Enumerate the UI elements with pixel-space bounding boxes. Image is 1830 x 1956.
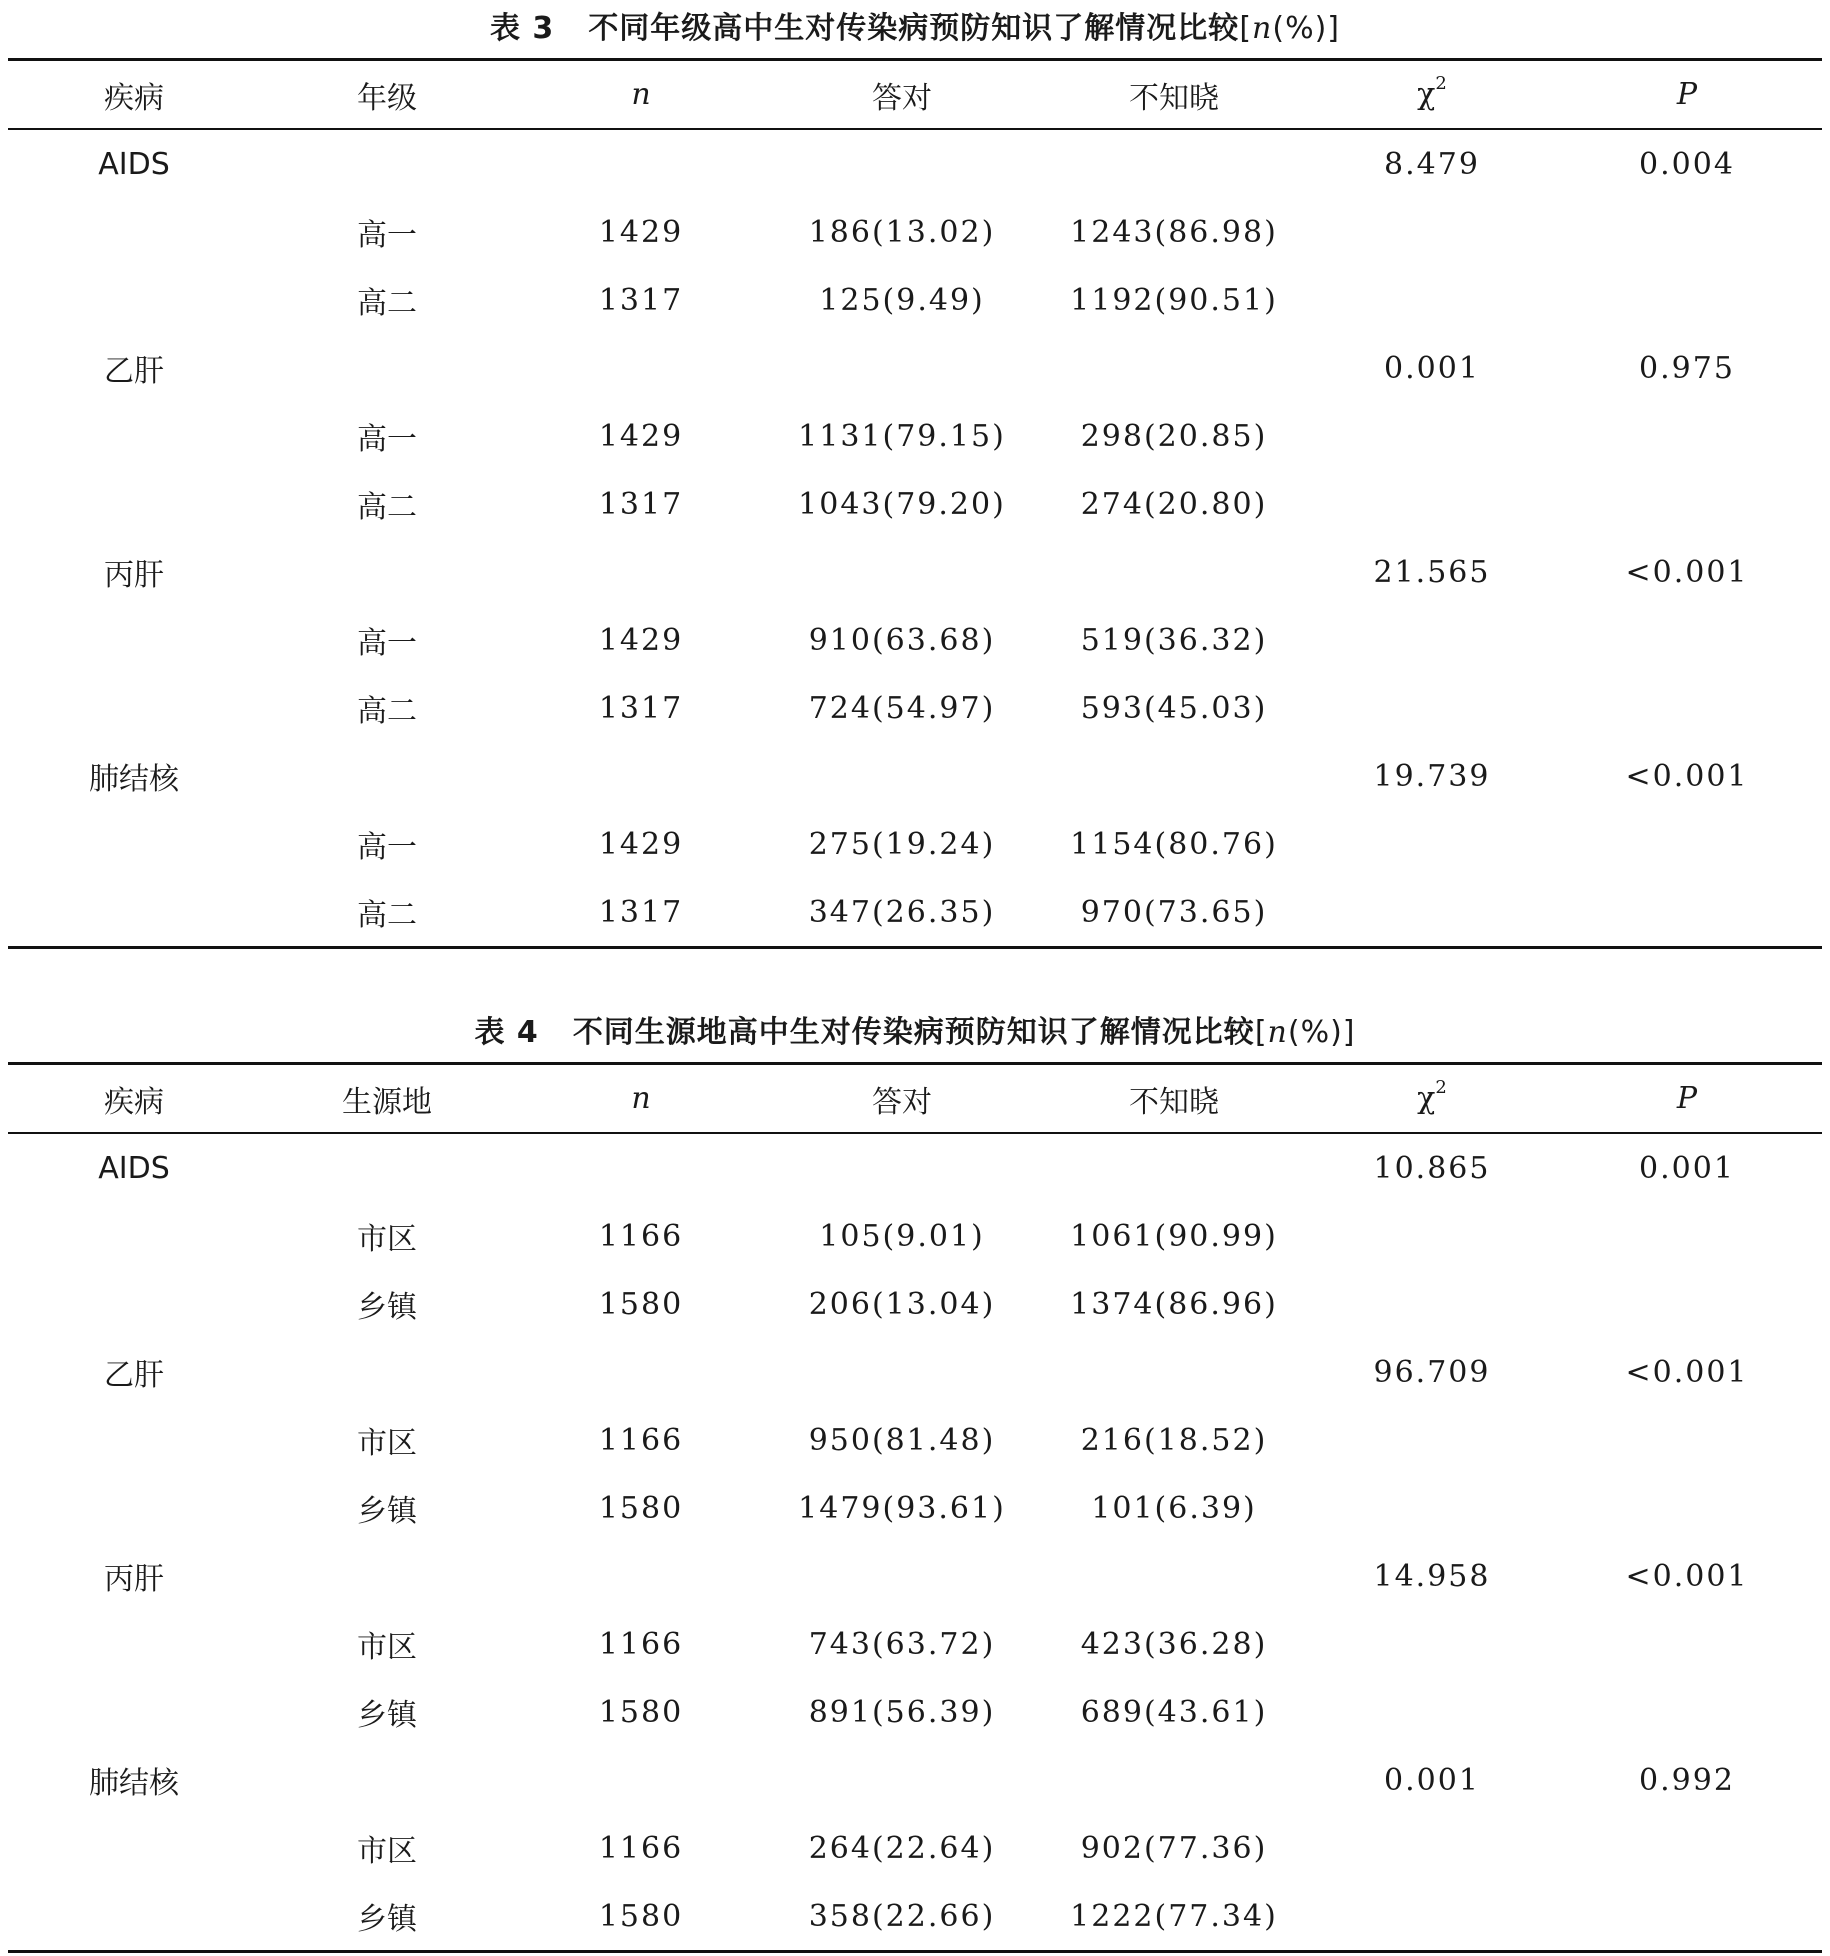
group-label: 高二 bbox=[357, 694, 417, 729]
group-label: 乡镇 bbox=[357, 1902, 417, 1937]
bottom-rule bbox=[8, 1950, 1822, 1953]
p-value: <0.001 bbox=[1625, 554, 1749, 590]
header-chi-square bbox=[1312, 73, 1552, 112]
disease-name: 丙肝 bbox=[104, 1562, 164, 1597]
chi-square-value: 10.865 bbox=[1373, 1150, 1491, 1186]
correct-value: 347(26.35) bbox=[808, 894, 996, 930]
correct-value: 105(9.01) bbox=[819, 1218, 985, 1254]
group-label: 高二 bbox=[357, 286, 417, 321]
table-row bbox=[8, 470, 1822, 538]
correct-value: 206(13.04) bbox=[808, 1286, 996, 1322]
correct-value: 743(63.72) bbox=[808, 1626, 996, 1662]
unit-n: n bbox=[1252, 11, 1273, 46]
n-value: 1429 bbox=[598, 214, 684, 250]
disease-name: AIDS bbox=[98, 1150, 170, 1186]
table-row bbox=[8, 1270, 1822, 1338]
header-n: n bbox=[631, 77, 651, 112]
unknown-value: 274(20.80) bbox=[1080, 486, 1268, 522]
unknown-value: 970(73.65) bbox=[1080, 894, 1268, 930]
chi-square-value: 0.001 bbox=[1384, 1762, 1480, 1798]
table-row bbox=[8, 1814, 1822, 1882]
unknown-value: 689(43.61) bbox=[1080, 1694, 1268, 1730]
group-label: 高一 bbox=[357, 422, 417, 457]
chi-square-value: 14.958 bbox=[1373, 1558, 1491, 1594]
correct-value: 125(9.49) bbox=[819, 282, 985, 318]
p-value: 0.992 bbox=[1639, 1762, 1735, 1798]
bottom-rule bbox=[8, 946, 1822, 949]
correct-value: 1479(93.61) bbox=[798, 1490, 1006, 1526]
group-label: 高一 bbox=[357, 218, 417, 253]
disease-row bbox=[8, 1338, 1822, 1406]
disease-row bbox=[8, 742, 1822, 810]
chi-square-value: 0.001 bbox=[1384, 350, 1480, 386]
correct-value: 186(13.02) bbox=[808, 214, 996, 250]
table-row bbox=[8, 1474, 1822, 1542]
unit-bracket-close: ] bbox=[1327, 11, 1340, 46]
table-row bbox=[8, 1678, 1822, 1746]
disease-row bbox=[8, 1542, 1822, 1610]
group-label: 市区 bbox=[357, 1222, 417, 1257]
header-correct: 答对 bbox=[872, 80, 932, 116]
unknown-value: 1192(90.51) bbox=[1070, 282, 1278, 318]
unknown-value: 902(77.36) bbox=[1080, 1830, 1268, 1866]
chi-superscript: 2 bbox=[1435, 73, 1447, 94]
unknown-value: 423(36.28) bbox=[1080, 1626, 1268, 1662]
table-row bbox=[8, 266, 1822, 334]
group-label: 市区 bbox=[357, 1834, 417, 1869]
group-label: 乡镇 bbox=[357, 1698, 417, 1733]
chi-square-value: 96.709 bbox=[1373, 1354, 1491, 1390]
table-row bbox=[8, 198, 1822, 266]
header-disease: 疾病 bbox=[104, 1084, 164, 1120]
header-n: n bbox=[631, 1081, 651, 1116]
n-value: 1317 bbox=[598, 894, 684, 930]
table-row bbox=[8, 402, 1822, 470]
n-value: 1580 bbox=[598, 1694, 684, 1730]
unknown-value: 1061(90.99) bbox=[1070, 1218, 1278, 1254]
table-row bbox=[8, 810, 1822, 878]
correct-value: 724(54.97) bbox=[808, 690, 996, 726]
header-group: 年级 bbox=[357, 80, 417, 116]
n-value: 1580 bbox=[598, 1898, 684, 1934]
n-value: 1429 bbox=[598, 826, 684, 862]
p-value: <0.001 bbox=[1625, 1354, 1749, 1390]
correct-value: 1043(79.20) bbox=[798, 486, 1006, 522]
disease-row bbox=[8, 1746, 1822, 1814]
correct-value: 891(56.39) bbox=[808, 1694, 996, 1730]
unknown-value: 1154(80.76) bbox=[1070, 826, 1278, 862]
n-value: 1166 bbox=[598, 1218, 684, 1254]
group-label: 高一 bbox=[357, 830, 417, 865]
disease-name: 肺结核 bbox=[89, 762, 179, 797]
unknown-value: 101(6.39) bbox=[1091, 1490, 1257, 1526]
table-row bbox=[8, 1610, 1822, 1678]
p-value: 0.975 bbox=[1639, 350, 1735, 386]
correct-value: 950(81.48) bbox=[808, 1422, 996, 1458]
n-value: 1317 bbox=[598, 690, 684, 726]
p-value: <0.001 bbox=[1625, 1558, 1749, 1594]
header-disease: 疾病 bbox=[104, 80, 164, 116]
table-row bbox=[8, 606, 1822, 674]
correct-value: 275(19.24) bbox=[808, 826, 996, 862]
p-value: <0.001 bbox=[1625, 758, 1749, 794]
n-value: 1580 bbox=[598, 1286, 684, 1322]
table-3 bbox=[8, 0, 1822, 949]
n-value: 1166 bbox=[598, 1422, 684, 1458]
unit-bracket-open: [ bbox=[1254, 1015, 1268, 1050]
table-number: 表 3 bbox=[489, 11, 555, 46]
unit-n: n bbox=[1267, 1015, 1288, 1050]
unknown-value: 1243(86.98) bbox=[1070, 214, 1278, 250]
group-label: 乡镇 bbox=[357, 1290, 417, 1325]
chi-symbol: χ bbox=[1417, 77, 1436, 112]
group-label: 高二 bbox=[357, 898, 417, 933]
header-unknown: 不知晓 bbox=[1129, 1084, 1219, 1120]
table-number: 表 4 bbox=[474, 1015, 539, 1050]
correct-value: 1131(79.15) bbox=[798, 418, 1006, 454]
header-unknown: 不知晓 bbox=[1129, 80, 1219, 116]
n-value: 1429 bbox=[598, 418, 684, 454]
n-value: 1317 bbox=[598, 486, 684, 522]
header-chi-square bbox=[1312, 1077, 1552, 1116]
chi-square-value: 21.565 bbox=[1373, 554, 1491, 590]
group-label: 市区 bbox=[357, 1630, 417, 1665]
header-p: P bbox=[1676, 77, 1698, 112]
n-value: 1166 bbox=[598, 1830, 684, 1866]
table-row bbox=[8, 1202, 1822, 1270]
disease-row bbox=[8, 334, 1822, 402]
table-4 bbox=[8, 1004, 1822, 1953]
table-title: 不同生源地高中生对传染病预防知识了解情况比较 bbox=[572, 1015, 1255, 1050]
table-row bbox=[8, 1882, 1822, 1950]
unit-percent: (%) bbox=[1272, 11, 1328, 46]
chi-square-value: 8.479 bbox=[1384, 146, 1480, 182]
disease-row bbox=[8, 538, 1822, 606]
n-value: 1317 bbox=[598, 282, 684, 318]
table-caption bbox=[8, 1004, 1822, 1062]
group-label: 高一 bbox=[357, 626, 417, 661]
disease-name: AIDS bbox=[98, 146, 170, 182]
chi-superscript: 2 bbox=[1435, 1077, 1447, 1098]
disease-name: 丙肝 bbox=[104, 558, 164, 593]
unknown-value: 1222(77.34) bbox=[1070, 1898, 1278, 1934]
header-group: 生源地 bbox=[342, 1084, 432, 1120]
unknown-value: 298(20.85) bbox=[1080, 418, 1268, 454]
disease-name: 乙肝 bbox=[104, 354, 164, 389]
correct-value: 910(63.68) bbox=[808, 622, 996, 658]
disease-row bbox=[8, 130, 1822, 198]
n-value: 1166 bbox=[598, 1626, 684, 1662]
correct-value: 358(22.66) bbox=[808, 1898, 996, 1934]
disease-name: 肺结核 bbox=[89, 1766, 179, 1801]
n-value: 1429 bbox=[598, 622, 684, 658]
table-caption bbox=[8, 0, 1822, 58]
table-row bbox=[8, 878, 1822, 946]
n-value: 1580 bbox=[598, 1490, 684, 1526]
header-correct: 答对 bbox=[872, 1084, 932, 1120]
unit-bracket-close: ] bbox=[1342, 1015, 1356, 1050]
unknown-value: 1374(86.96) bbox=[1070, 1286, 1278, 1322]
chi-symbol: χ bbox=[1417, 1081, 1436, 1116]
correct-value: 264(22.64) bbox=[808, 1830, 996, 1866]
unit-bracket-open: [ bbox=[1239, 11, 1253, 46]
table-row bbox=[8, 674, 1822, 742]
group-label: 市区 bbox=[357, 1426, 417, 1461]
header-p: P bbox=[1676, 1081, 1698, 1116]
chi-square-value: 19.739 bbox=[1373, 758, 1491, 794]
p-value: 0.004 bbox=[1639, 146, 1735, 182]
group-label: 乡镇 bbox=[357, 1494, 417, 1529]
header-row bbox=[8, 1065, 1822, 1132]
disease-name: 乙肝 bbox=[104, 1358, 164, 1393]
unknown-value: 519(36.32) bbox=[1080, 622, 1268, 658]
header-row bbox=[8, 61, 1822, 128]
unit-percent: (%) bbox=[1287, 1015, 1343, 1050]
group-label: 高二 bbox=[357, 490, 417, 525]
table-title: 不同年级高中生对传染病预防知识了解情况比较 bbox=[588, 11, 1240, 46]
unknown-value: 216(18.52) bbox=[1080, 1422, 1268, 1458]
table-row bbox=[8, 1406, 1822, 1474]
unknown-value: 593(45.03) bbox=[1080, 690, 1268, 726]
p-value: 0.001 bbox=[1639, 1150, 1735, 1186]
disease-row bbox=[8, 1134, 1822, 1202]
